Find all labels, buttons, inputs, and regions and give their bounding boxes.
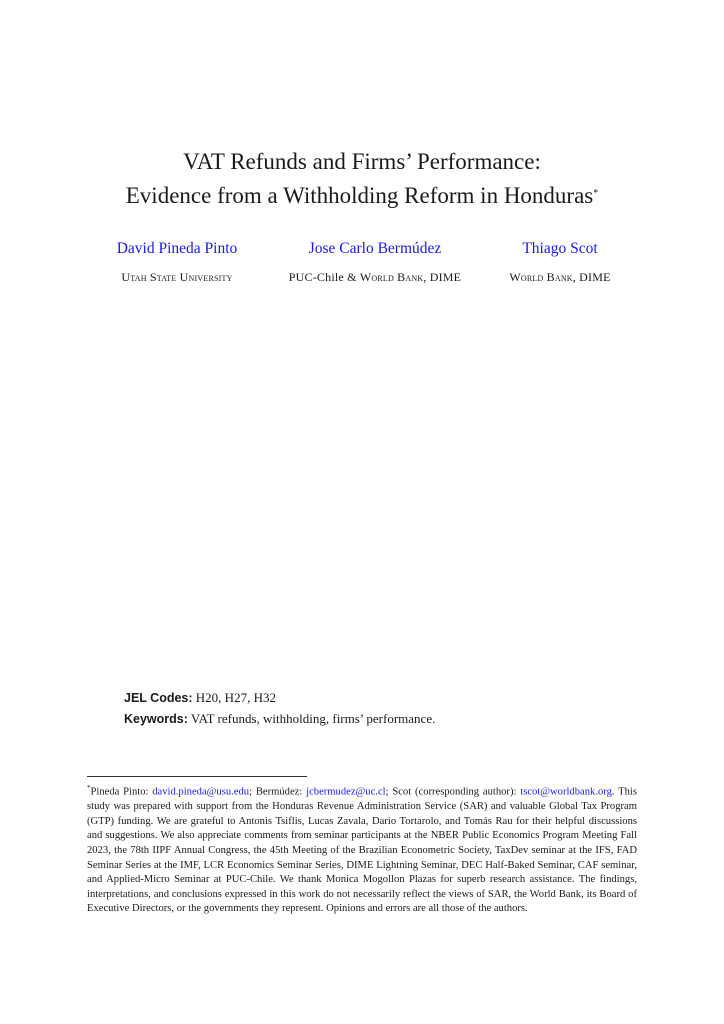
keywords bbox=[124, 711, 435, 727]
footnote-mark: * bbox=[87, 784, 91, 792]
title-line-2: Evidence from a Withholding Reform in Honduras* bbox=[125, 183, 599, 208]
keywords-value: VAT refunds, withholding, firms’ performance. bbox=[190, 711, 436, 726]
jel-codes-label: JEL Codes: bbox=[124, 691, 193, 705]
email-link-pineda[interactable]: david.pineda@usu.edu bbox=[152, 786, 250, 798]
keywords-label: Keywords: bbox=[124, 712, 188, 726]
author-affiliation-bermudez: PUC-Chile & World Bank, DIME bbox=[288, 270, 462, 284]
jel-codes bbox=[124, 690, 276, 706]
author-affiliation-scot: World Bank, DIME bbox=[509, 270, 611, 284]
email-link-scot[interactable]: tscot@worldbank.org bbox=[520, 786, 612, 798]
title-line-1: VAT Refunds and Firms’ Performance: bbox=[183, 149, 541, 174]
jel-codes-value: H20, H27, H32 bbox=[195, 690, 276, 705]
footnote: *Pineda Pinto: david.pineda@usu.edu; Bermúdez: jcbermudez@uc.cl; Scot (corresponding author): tscot@worldbank.org. This study was prepared with support from the Honduras Revenue Administration Service (SAR) and valuable Global Tax Program (GTP) funding. We are grateful to Antonis Tsiflis, Lucas Zavala, Dario Tortarolo, and Tomás Rau for their helpful discussions and suggestions. We also appreciate comments from seminar participants at the NBER Public Economics Program Meeting Fall 2023, the 78th IIPF Annual Congress, the 45th Meeting of the Brazilian Econometric Society, TaxDev seminar at the IFS, FAD Seminar Series at the IMF, LCR Economics Seminar Series, DIME Lightning Seminar, DEC Half-Baked Seminar, CAF seminar, and Applied-Micro Seminar at PUC-Chile. We thank Monica Mogollon Plazas for superb research assistance. The findings, interpretations, and conclusions expressed in this work do not necessarily reflect the views of SAR, the World Bank, its Board of Executive Directors, or the governments they represent. Opinions and errors are all those of the authors. bbox=[87, 784, 637, 915]
paper-title bbox=[0, 145, 724, 213]
email-link-bermudez[interactable]: jcbermudez@uc.cl bbox=[306, 786, 386, 798]
author-name-scot[interactable]: Thiago Scot bbox=[522, 240, 598, 257]
title-footnote-mark[interactable]: * bbox=[593, 188, 599, 199]
footnote-rule bbox=[87, 776, 307, 777]
footnote-body: . This study was prepared with support from the Honduras Revenue Administration Service (SAR) and valuable Global Tax Program (GTP) funding. We are grateful to Antonis Tsiflis, Lucas Zavala, Dario Tortarolo, and Tomás Rau for their helpful discussions and suggestions. We also appreciate comments from seminar participants at the NBER Public Economics Program Meeting Fall 2023, the 78th IIPF Annual Congress, the 45th Meeting of the Brazilian Econometric Society, TaxDev seminar at the IFS, FAD Seminar Series at the IMF, LCR Economics Seminar Series, DIME Lightning Seminar, DEC Half-Baked Seminar, CAF seminar, and Applied-Micro Seminar at PUC-Chile. We thank Monica Mogollon Plazas for superb research assistance. The findings, interpretations, and conclusions expressed in this work do not necessarily reflect the views of SAR, the World Bank, its Board of Executive Directors, or the governments they represent. Opinions and errors are all those of the authors. bbox=[87, 786, 637, 915]
author-name-pineda[interactable]: David Pineda Pinto bbox=[116, 240, 238, 257]
author-name-bermudez[interactable]: Jose Carlo Bermúdez bbox=[308, 240, 442, 257]
author-affiliation-pineda: Utah State University bbox=[121, 270, 233, 284]
